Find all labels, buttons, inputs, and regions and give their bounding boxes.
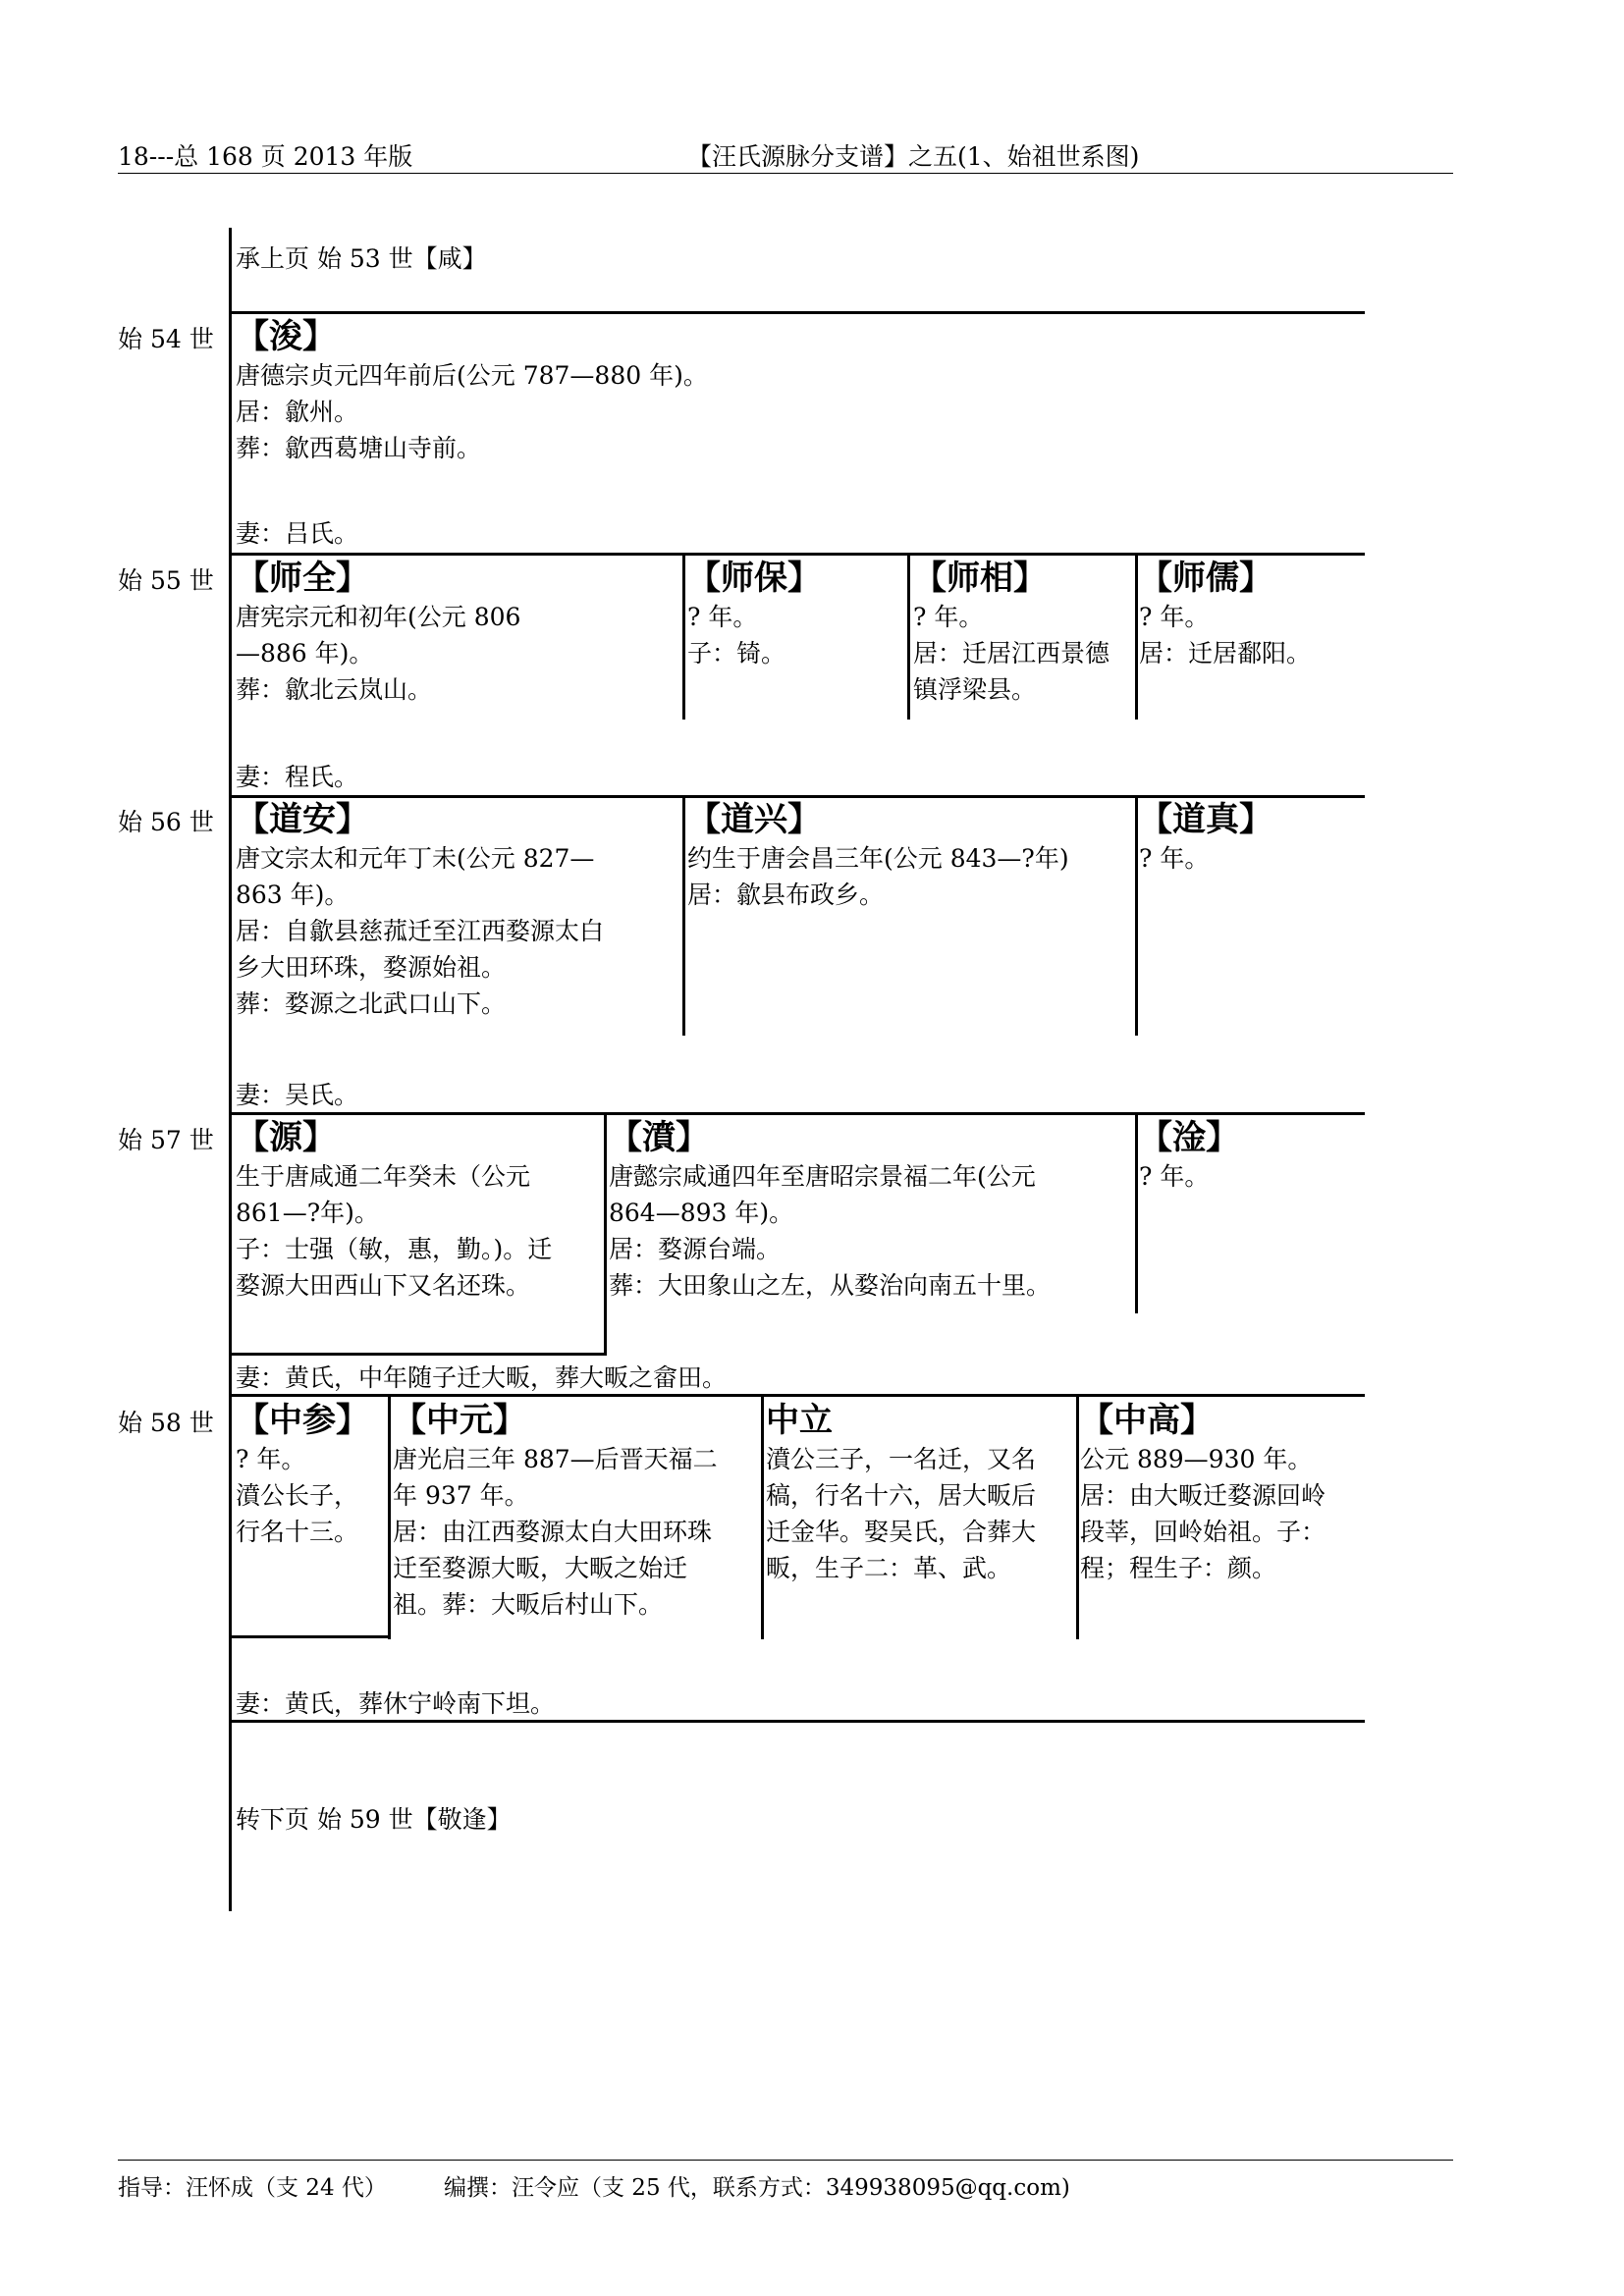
member-shiru: 【师儒】 ? 年。 居：迁居鄱阳。 — [1139, 559, 1312, 667]
member-zhongcan: 【中参】 ? 年。 濆公长子， 行名十三。 — [236, 1401, 369, 1546]
gen58-divider — [1076, 1394, 1079, 1639]
member-shibao: 【师保】 ? 年。 子：锜。 — [687, 559, 821, 667]
member-zhongyuan: 【中元】 唐光启三年 887—后晋天福二 年 937 年。 居：由江西婺源太白大田环珠 迁至婺源大畈，大畈之始迁 祖。葬：大畈后村山下。 — [393, 1401, 718, 1619]
document-title: 【汪氏源脉分支谱】之五(1、始祖世系图) — [687, 142, 1140, 171]
continued-from: 承上页 始 53 世【咸】 — [236, 244, 487, 273]
member-gan: 【淦】 ? 年。 — [1139, 1118, 1239, 1191]
gen55-rule — [229, 553, 1365, 556]
gen55-wife: 妻：程氏。 — [236, 763, 359, 791]
footer-editor: 编撰：汪令应（支 25 代，联系方式：349938095@qq.com) — [444, 2175, 1070, 2201]
gen57-bracket — [229, 1353, 607, 1356]
header-rule — [118, 173, 1453, 174]
member-daoan: 【道安】 唐文宗太和元年丁未(公元 827— 863 年)。 居：自歙县慈菰迁至江西婺源太白 乡大田环珠，婺源始祖。 葬：婺源之北武口山下。 — [236, 800, 605, 1018]
member-zhongli: 中立 濆公三子，一名迁，又名 稿，行名十六，居大畈后 迁金华。娶吴氏，合葬大 畈，生子二：革、武。 — [766, 1401, 1037, 1582]
trunk-line — [229, 228, 232, 1911]
footer-rule — [118, 2160, 1453, 2161]
gen58-bracket — [229, 1635, 391, 1638]
member-daoxing: 【道兴】 约生于唐会昌三年(公元 843—?年) 居：歙县布政乡。 — [687, 800, 1069, 909]
gen55-label: 始 55 世 — [118, 566, 214, 595]
gen54-rule — [229, 311, 1365, 314]
gen57-divider — [604, 1112, 607, 1356]
member-zhonggao: 【中高】 公元 889—930 年。 居：由大畈迁婺源回岭 段莘，回岭始祖。子： 程；程生子：颜。 — [1080, 1401, 1326, 1582]
gen56-label: 始 56 世 — [118, 808, 214, 836]
gen58-divider — [761, 1394, 764, 1639]
gen57-label: 始 57 世 — [118, 1126, 214, 1154]
member-daozhen: 【道真】 ? 年。 — [1139, 800, 1272, 873]
gen58-label: 始 58 世 — [118, 1409, 214, 1437]
gen55-divider — [682, 553, 685, 720]
page-info: 18---总 168 页 2013 年版 — [118, 142, 413, 171]
continued-to: 转下页 始 59 世【敬逢】 — [236, 1805, 512, 1834]
gen57-wife: 妻：黄氏，中年随子迁大畈，葬大畈之畲田。 — [236, 1363, 728, 1392]
gen57-divider — [1135, 1112, 1138, 1313]
gen56-rule — [229, 795, 1365, 798]
gen55-divider — [1135, 553, 1138, 720]
gen59-rule — [229, 1720, 1365, 1723]
member-shixiang: 【师相】 ? 年。 居：迁居江西景德 镇浮梁县。 — [913, 559, 1110, 704]
gen58-wife: 妻：黄氏，葬休宁岭南下坦。 — [236, 1689, 556, 1718]
member-shiquan: 【师全】 唐宪宗元和初年(公元 806 —886 年)。 葬：歙北云岚山。 — [236, 559, 521, 704]
member-fen: 【濆】 唐懿宗咸通四年至唐昭宗景福二年(公元 864—893 年)。 居：婺源台端。 葬：大田象山之左，从婺治向南五十里。 — [609, 1118, 1052, 1300]
gen57-rule — [229, 1112, 1365, 1115]
gen58-divider — [388, 1394, 391, 1639]
gen54-label: 始 54 世 — [118, 325, 214, 353]
gen55-divider — [907, 553, 910, 720]
member-yuan: 【源】 生于唐咸通二年癸未（公元 861—?年)。 子：士强（敏，惠，勤。)。迁 婺源大田西山下又名还珠。 — [236, 1118, 553, 1300]
gen56-divider — [682, 795, 685, 1036]
member-jun: 【浚】 唐德宗贞元四年前后(公元 787—880 年)。 居：歙州。 葬：歙西葛塘山寺前。 — [236, 317, 708, 462]
gen54-wife: 妻：吕氏。 — [236, 519, 359, 548]
gen58-rule — [229, 1394, 1365, 1397]
gen56-wife: 妻：吴氏。 — [236, 1081, 359, 1109]
member-name: 【浚】 — [236, 317, 336, 356]
gen56-divider — [1135, 795, 1138, 1036]
footer-guide: 指导：汪怀成（支 24 代） — [118, 2175, 387, 2201]
